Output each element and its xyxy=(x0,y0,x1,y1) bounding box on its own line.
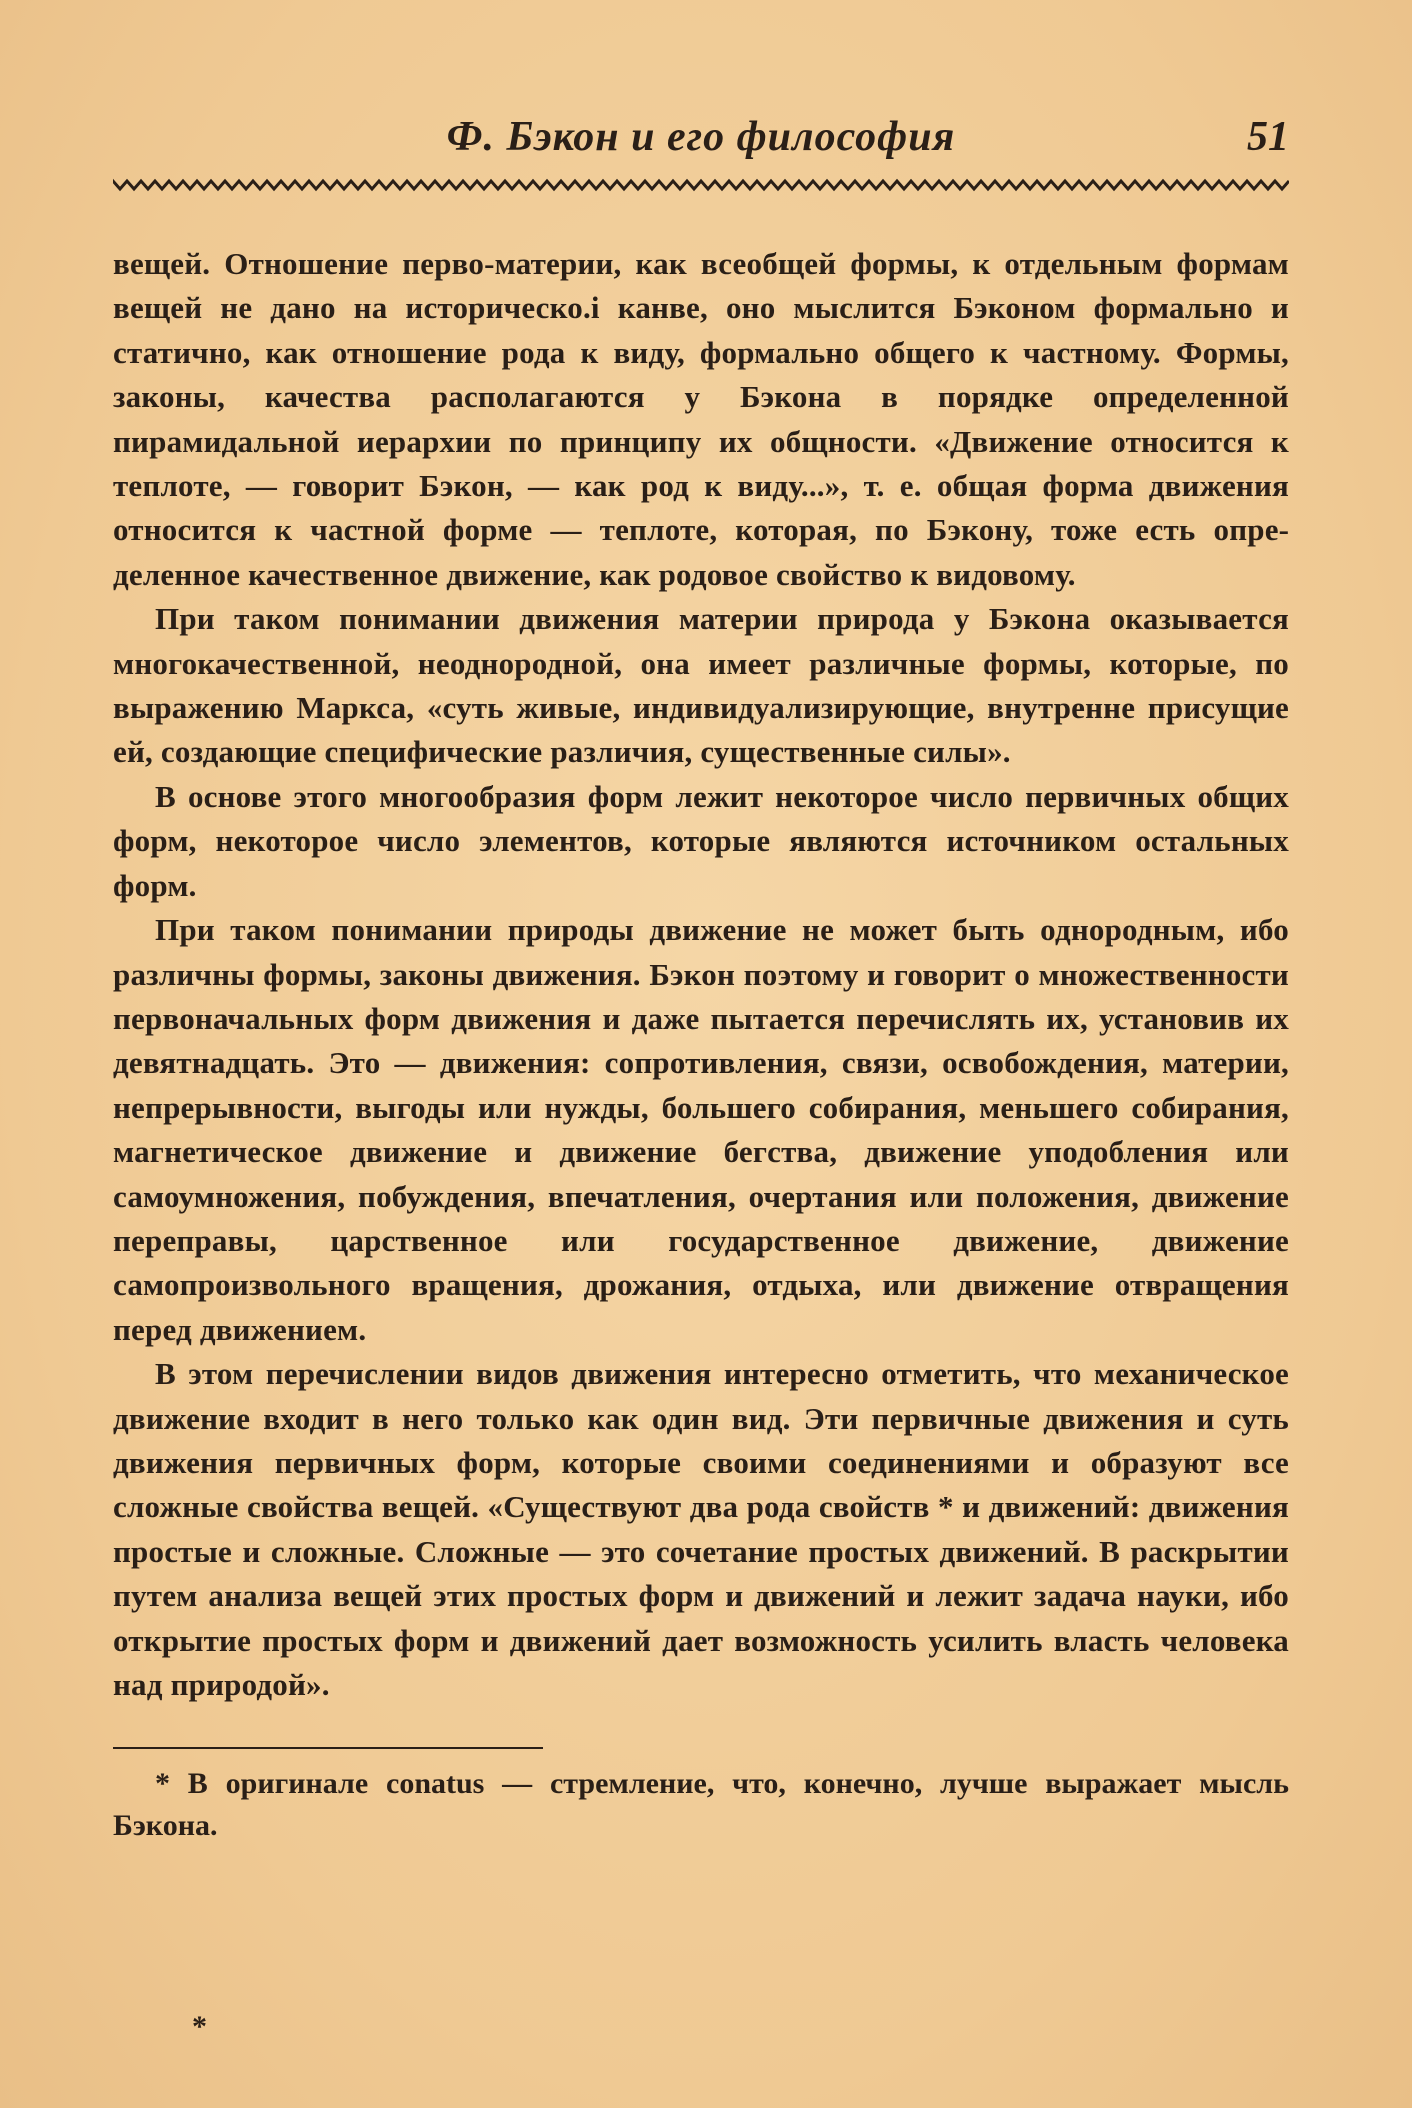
footnote: * В оригинале conatus — стремление, что, конечно, лучше выражает мысль Бэкона. xyxy=(113,1767,1289,1843)
paragraph-1: вещей. Отношение перво-материи, как всеобщей формы, к отдельным формам вещей не дано на историческо.i канве, оно мыслится Бэконом формально и статично, как отношение рода к виду, формально общего к частному. Формы, законы, качества располагаются у Бэкона в порядке определенной пирамидальной иерархии по принципу их общности. «Движение относится к теплоте, — говорит Бэкон, — как род к виду...», т. е. общая форма движения относится к частной форме — теплоте, которая, по Бэкону, тоже есть определенное качественное движение, как родовое свойство к видовому. xyxy=(113,246,1289,592)
paragraph-3: В основе этого многообразия форм лежит некоторое число первичных общих форм, некоторое число элементов, которые являются источником остальных форм. xyxy=(113,778,1289,903)
paragraph-4: При таком понимании природы движение не может быть однородным, ибо различны формы, законы движения. Бэкон поэтому и говорит о множественности первоначальных форм движения и даже пытается перечислять их, установив их девятнадцать. Это — движения: сопротивления, связи, освобождения, материи, непрерывности, выгоды или нужды, большего собирания, меньшего собирания, магнетическое движение и движение бегства, движение уподобления или самоумножения, побуждения, впечатления, очертания или положения, движение переправы, царственное или государственное движение, движение самопроизвольного вращения, дрожания, отдыха, или движение отвращения перед движением. xyxy=(113,912,1289,1347)
wavy-ornament-rule xyxy=(113,178,1289,192)
body-text xyxy=(113,242,1289,1707)
running-head xyxy=(113,112,1289,172)
running-title: Ф. Бэкон и его философия xyxy=(446,114,956,160)
paragraph-2: При таком понимании движения материи природа у Бэкона оказывается многокачественной, неоднородной, она имеет различные формы, которые, по выражению Маркса, «суть живые, индивидуализирующие, внутренне присущие ей, создающие специфические различия, существенные силы». xyxy=(113,601,1289,770)
stray-asterisk-mark: * xyxy=(192,2010,207,2043)
paragraph-5: В этом перечислении видов движения интересно отметить, что механическое движение входит в него только как один вид. Эти первичные движения и суть движения первичных форм, которые своими соединениями и образуют все сложные свойства вещей. «Существуют два рода свойств * и движений: движения простые и сложные. Сложные — это сочетание простых движений. В раскрытии путем анализа вещей этих простых форм и движений и лежит задача науки, ибо открытие простых форм и движений дает возможность усилить власть человека над природой». xyxy=(113,1356,1289,1702)
footnote-divider xyxy=(113,1747,543,1749)
book-page xyxy=(113,112,1289,1847)
page-number: 51 xyxy=(1247,114,1289,160)
